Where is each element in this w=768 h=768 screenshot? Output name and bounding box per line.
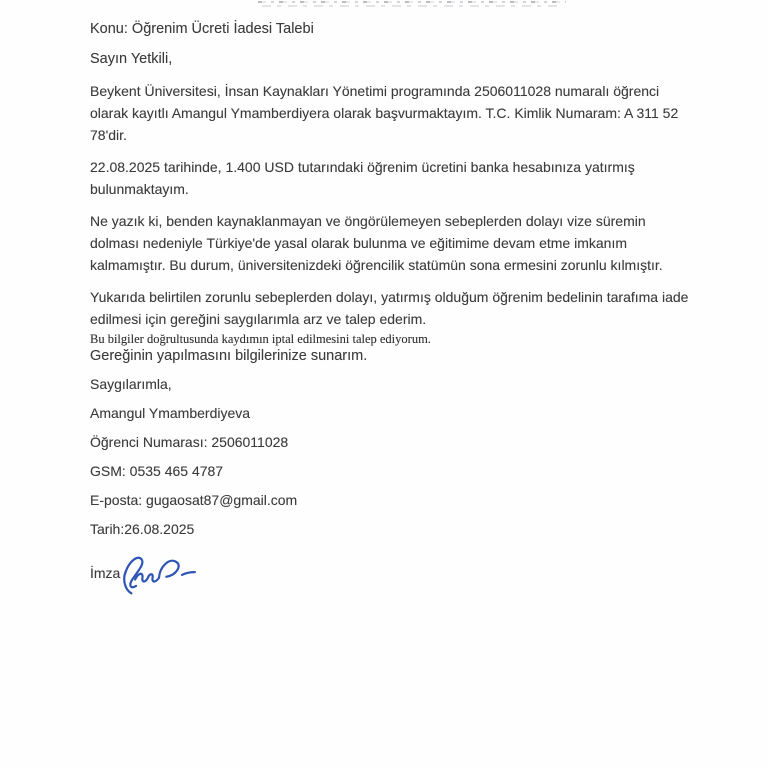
paragraph-visa-issue: Ne yazık ki, benden kaynaklanmayan ve öngörülemeyen sebeplerden dolayı vize süremin dolması nedeniyle Türkiye'de yasal olarak bulunma ve eğitimime devam etme imkanım kalmamıştır. Bu durum, üniversitenizdeki öğrencilik statümün sona ermesini zorunlu kılmıştır. [90, 213, 663, 273]
signature-label: İmza [90, 565, 121, 581]
paragraph-payment: 22.08.2025 tarihinde, 1.400 USD tutarındaki öğrenim ücretini banka hesabınıza yatırmış bulunmaktayım. [90, 159, 635, 197]
handwritten-signature-icon [117, 551, 201, 597]
salutation: Sayın Yetkili, [90, 51, 173, 67]
email-line: E-posta: gugaosat87@gmail.com [90, 492, 298, 508]
paragraph-refund-request: Yukarıda belirtilen zorunlu sebeplerden dolayı, yatırmış olduğum öğrenim bedelinin tarafıma iade edilmesi için gereğini saygılarımla arz ve talep ederim. [90, 289, 689, 327]
signer-name: Amangul Ymamberdiyeva [90, 405, 251, 421]
closing-request: Gereğinin yapılmasını bilgilerinize sunarım. [90, 348, 368, 364]
student-number-line: Öğrenci Numarası: 2506011028 [90, 434, 289, 450]
valediction: Saygılarımla, [90, 376, 172, 392]
cancellation-note: Bu bilgiler doğrultusunda kaydımın iptal edilmesini talep ediyorum. [90, 332, 431, 346]
signature-row [90, 549, 710, 582]
gsm-line: GSM: 0535 465 4787 [90, 463, 224, 479]
paragraph-intro: Beykent Üniversitesi, İnsan Kaynakları Yönetimi programında 2506011028 numaralı öğrenci olarak kayıtlı Amangul Ymamberdiyera olarak başvurmaktayım. T.C. Kimlik Numaram: A 311 52 78'dir. [90, 83, 679, 143]
cropped-top-text-line [258, 0, 566, 8]
subject-line: Konu: Öğrenim Ücreti İadesi Talebi [90, 21, 314, 37]
date-line: Tarih:26.08.2025 [90, 521, 195, 537]
